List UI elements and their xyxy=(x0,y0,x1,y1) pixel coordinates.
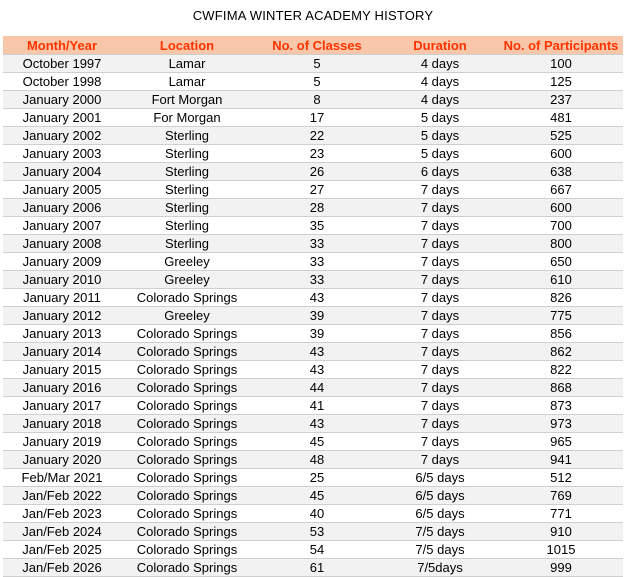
cell-classes: 53 xyxy=(253,523,381,541)
cell-participants: 600 xyxy=(499,145,623,163)
cell-duration: 5 days xyxy=(381,145,499,163)
table-row xyxy=(3,73,623,91)
cell-participants: 700 xyxy=(499,217,623,235)
cell-duration: 7/5 days xyxy=(381,523,499,541)
cell-duration: 7 days xyxy=(381,217,499,235)
cell-classes: 8 xyxy=(253,91,381,109)
cell-month-year: January 2020 xyxy=(3,451,121,469)
cell-month-year: January 2001 xyxy=(3,109,121,127)
cell-classes: 45 xyxy=(253,433,381,451)
cell-month-year: January 2005 xyxy=(3,181,121,199)
cell-location: Sterling xyxy=(121,181,253,199)
cell-duration: 6/5 days xyxy=(381,487,499,505)
cell-location: Lamar xyxy=(121,55,253,73)
cell-month-year: January 2010 xyxy=(3,271,121,289)
cell-month-year: Jan/Feb 2024 xyxy=(3,523,121,541)
cell-duration: 7 days xyxy=(381,181,499,199)
cell-location: Sterling xyxy=(121,199,253,217)
cell-classes: 5 xyxy=(253,73,381,91)
cell-duration: 7 days xyxy=(381,433,499,451)
cell-duration: 7 days xyxy=(381,397,499,415)
cell-classes: 43 xyxy=(253,415,381,433)
table-row xyxy=(3,235,623,253)
table-row xyxy=(3,163,623,181)
cell-participants: 822 xyxy=(499,361,623,379)
cell-location: Colorado Springs xyxy=(121,559,253,577)
cell-location: Colorado Springs xyxy=(121,505,253,523)
table-row xyxy=(3,307,623,325)
cell-location: Sterling xyxy=(121,145,253,163)
cell-participants: 873 xyxy=(499,397,623,415)
cell-duration: 7 days xyxy=(381,415,499,433)
table-row xyxy=(3,253,623,271)
cell-participants: 525 xyxy=(499,127,623,145)
cell-classes: 61 xyxy=(253,559,381,577)
cell-month-year: January 2007 xyxy=(3,217,121,235)
cell-month-year: January 2012 xyxy=(3,307,121,325)
column-header-duration: Duration xyxy=(381,36,499,55)
cell-month-year: January 2019 xyxy=(3,433,121,451)
cell-location: Colorado Springs xyxy=(121,397,253,415)
column-header-location: Location xyxy=(121,36,253,55)
cell-classes: 39 xyxy=(253,325,381,343)
table-row xyxy=(3,271,623,289)
cell-month-year: Jan/Feb 2026 xyxy=(3,559,121,577)
cell-month-year: January 2014 xyxy=(3,343,121,361)
cell-location: Colorado Springs xyxy=(121,433,253,451)
table-row xyxy=(3,523,623,541)
cell-duration: 5 days xyxy=(381,127,499,145)
cell-month-year: Feb/Mar 2021 xyxy=(3,469,121,487)
cell-classes: 5 xyxy=(253,55,381,73)
cell-classes: 48 xyxy=(253,451,381,469)
table-row xyxy=(3,145,623,163)
cell-location: Colorado Springs xyxy=(121,379,253,397)
cell-duration: 7 days xyxy=(381,343,499,361)
table-row xyxy=(3,433,623,451)
cell-location: Colorado Springs xyxy=(121,451,253,469)
cell-month-year: January 2002 xyxy=(3,127,121,145)
cell-classes: 45 xyxy=(253,487,381,505)
table-row xyxy=(3,487,623,505)
cell-location: Colorado Springs xyxy=(121,289,253,307)
cell-location: Sterling xyxy=(121,217,253,235)
table-row xyxy=(3,289,623,307)
cell-location: Sterling xyxy=(121,163,253,181)
cell-duration: 7 days xyxy=(381,289,499,307)
table-row xyxy=(3,415,623,433)
cell-participants: 512 xyxy=(499,469,623,487)
table-row xyxy=(3,199,623,217)
table-row xyxy=(3,379,623,397)
cell-participants: 610 xyxy=(499,271,623,289)
cell-participants: 856 xyxy=(499,325,623,343)
cell-location: For Morgan xyxy=(121,109,253,127)
cell-classes: 44 xyxy=(253,379,381,397)
cell-month-year: January 2017 xyxy=(3,397,121,415)
cell-participants: 100 xyxy=(499,55,623,73)
table-row xyxy=(3,127,623,145)
cell-duration: 7 days xyxy=(381,199,499,217)
cell-location: Colorado Springs xyxy=(121,541,253,559)
cell-classes: 43 xyxy=(253,343,381,361)
cell-classes: 35 xyxy=(253,217,381,235)
cell-location: Sterling xyxy=(121,127,253,145)
column-header-participants: No. of Participants xyxy=(499,36,623,55)
cell-duration: 4 days xyxy=(381,55,499,73)
cell-duration: 7 days xyxy=(381,361,499,379)
cell-duration: 4 days xyxy=(381,73,499,91)
cell-duration: 7 days xyxy=(381,307,499,325)
cell-location: Colorado Springs xyxy=(121,415,253,433)
table-row xyxy=(3,181,623,199)
cell-classes: 17 xyxy=(253,109,381,127)
table-row xyxy=(3,451,623,469)
cell-month-year: January 2008 xyxy=(3,235,121,253)
cell-duration: 7 days xyxy=(381,235,499,253)
cell-classes: 41 xyxy=(253,397,381,415)
column-header-classes: No. of Classes xyxy=(253,36,381,55)
cell-participants: 826 xyxy=(499,289,623,307)
cell-participants: 941 xyxy=(499,451,623,469)
cell-location: Colorado Springs xyxy=(121,343,253,361)
cell-classes: 43 xyxy=(253,289,381,307)
cell-participants: 481 xyxy=(499,109,623,127)
cell-participants: 125 xyxy=(499,73,623,91)
cell-duration: 6 days xyxy=(381,163,499,181)
column-header-month-year: Month/Year xyxy=(3,36,121,55)
cell-classes: 25 xyxy=(253,469,381,487)
cell-duration: 7/5 days xyxy=(381,541,499,559)
cell-participants: 868 xyxy=(499,379,623,397)
cell-location: Greeley xyxy=(121,253,253,271)
cell-classes: 43 xyxy=(253,361,381,379)
cell-duration: 7 days xyxy=(381,379,499,397)
cell-classes: 33 xyxy=(253,235,381,253)
cell-duration: 5 days xyxy=(381,109,499,127)
cell-participants: 862 xyxy=(499,343,623,361)
cell-location: Fort Morgan xyxy=(121,91,253,109)
cell-location: Sterling xyxy=(121,235,253,253)
cell-duration: 7/5days xyxy=(381,559,499,577)
cell-classes: 28 xyxy=(253,199,381,217)
history-table xyxy=(3,36,623,577)
cell-month-year: Jan/Feb 2023 xyxy=(3,505,121,523)
table-row xyxy=(3,469,623,487)
table-row xyxy=(3,559,623,577)
cell-classes: 23 xyxy=(253,145,381,163)
cell-participants: 1015 xyxy=(499,541,623,559)
header-row xyxy=(3,36,623,55)
table-row xyxy=(3,109,623,127)
table-header xyxy=(3,36,623,55)
cell-location: Lamar xyxy=(121,73,253,91)
cell-location: Greeley xyxy=(121,307,253,325)
cell-month-year: January 2004 xyxy=(3,163,121,181)
cell-month-year: January 2016 xyxy=(3,379,121,397)
cell-classes: 27 xyxy=(253,181,381,199)
table-row xyxy=(3,325,623,343)
cell-classes: 54 xyxy=(253,541,381,559)
cell-duration: 6/5 days xyxy=(381,469,499,487)
cell-month-year: January 2003 xyxy=(3,145,121,163)
cell-participants: 237 xyxy=(499,91,623,109)
cell-classes: 39 xyxy=(253,307,381,325)
cell-duration: 7 days xyxy=(381,325,499,343)
cell-classes: 33 xyxy=(253,271,381,289)
cell-participants: 667 xyxy=(499,181,623,199)
cell-classes: 26 xyxy=(253,163,381,181)
table-row xyxy=(3,343,623,361)
cell-month-year: October 1998 xyxy=(3,73,121,91)
table-row xyxy=(3,541,623,559)
cell-participants: 910 xyxy=(499,523,623,541)
table-row xyxy=(3,505,623,523)
cell-duration: 6/5 days xyxy=(381,505,499,523)
cell-month-year: January 2013 xyxy=(3,325,121,343)
cell-classes: 33 xyxy=(253,253,381,271)
table-row xyxy=(3,361,623,379)
cell-month-year: Jan/Feb 2025 xyxy=(3,541,121,559)
cell-participants: 965 xyxy=(499,433,623,451)
cell-location: Colorado Springs xyxy=(121,361,253,379)
cell-duration: 7 days xyxy=(381,451,499,469)
cell-month-year: January 2000 xyxy=(3,91,121,109)
cell-participants: 771 xyxy=(499,505,623,523)
cell-participants: 638 xyxy=(499,163,623,181)
cell-month-year: October 1997 xyxy=(3,55,121,73)
cell-participants: 800 xyxy=(499,235,623,253)
table-row xyxy=(3,55,623,73)
cell-participants: 775 xyxy=(499,307,623,325)
table-body xyxy=(3,55,623,577)
cell-duration: 7 days xyxy=(381,253,499,271)
table-row xyxy=(3,217,623,235)
cell-participants: 600 xyxy=(499,199,623,217)
cell-participants: 999 xyxy=(499,559,623,577)
cell-participants: 973 xyxy=(499,415,623,433)
page-title: CWFIMA WINTER ACADEMY HISTORY xyxy=(192,8,434,23)
cell-location: Colorado Springs xyxy=(121,469,253,487)
cell-classes: 40 xyxy=(253,505,381,523)
cell-location: Greeley xyxy=(121,271,253,289)
cell-duration: 7 days xyxy=(381,271,499,289)
table-row xyxy=(3,91,623,109)
cell-location: Colorado Springs xyxy=(121,523,253,541)
cell-month-year: January 2018 xyxy=(3,415,121,433)
cell-participants: 769 xyxy=(499,487,623,505)
cell-location: Colorado Springs xyxy=(121,487,253,505)
cell-location: Colorado Springs xyxy=(121,325,253,343)
cell-duration: 4 days xyxy=(381,91,499,109)
cell-month-year: January 2006 xyxy=(3,199,121,217)
cell-participants: 650 xyxy=(499,253,623,271)
table-row xyxy=(3,397,623,415)
cell-month-year: January 2015 xyxy=(3,361,121,379)
cell-month-year: Jan/Feb 2022 xyxy=(3,487,121,505)
cell-month-year: January 2009 xyxy=(3,253,121,271)
cell-month-year: January 2011 xyxy=(3,289,121,307)
cell-classes: 22 xyxy=(253,127,381,145)
